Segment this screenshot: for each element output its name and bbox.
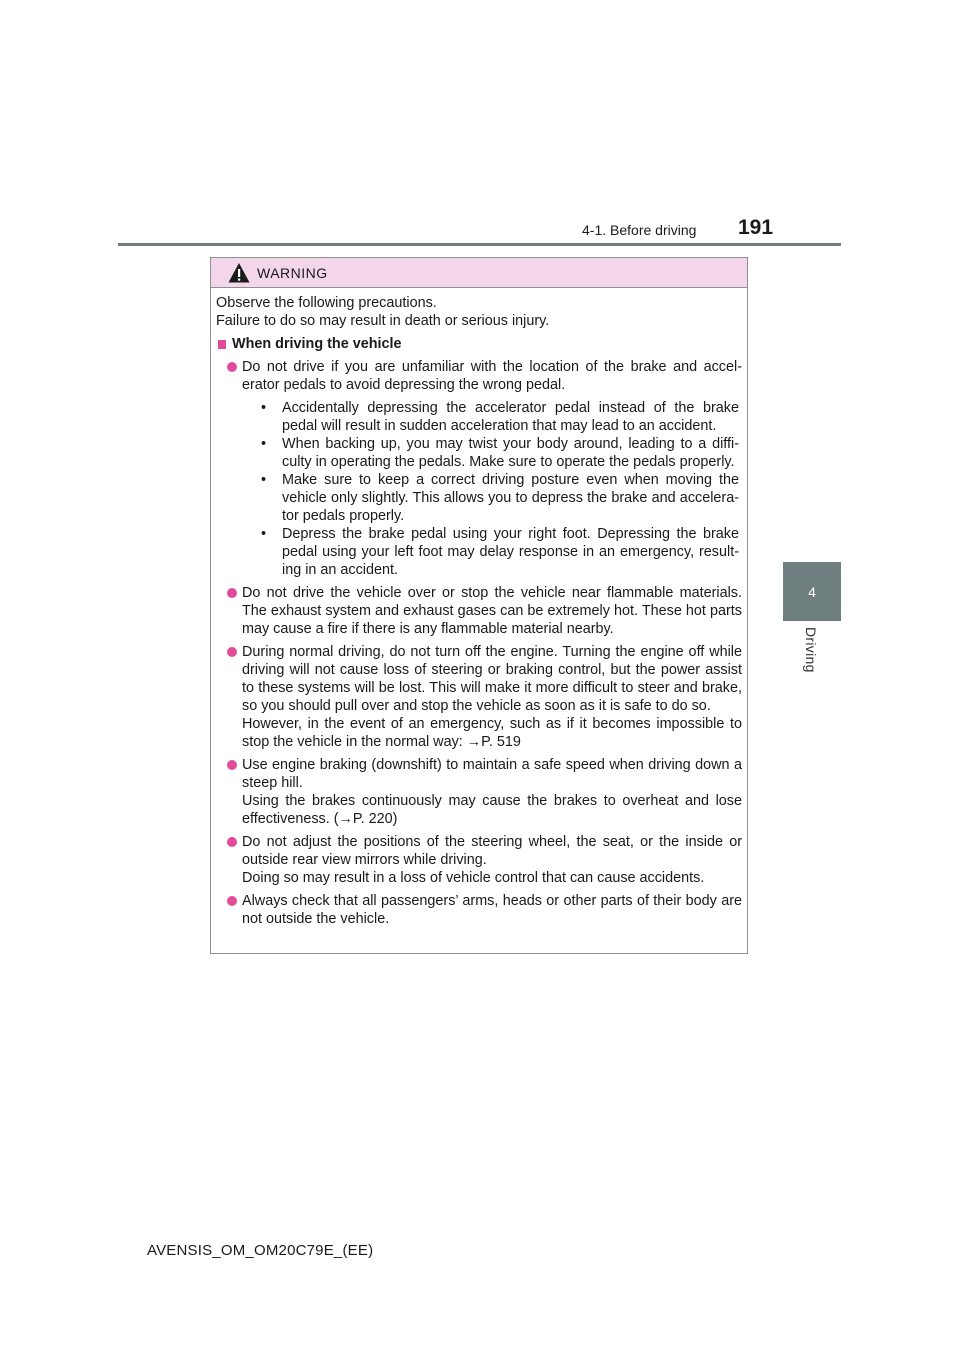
round-bullet-icon: [227, 362, 237, 372]
item-paragraph: Using the brakes continuously may cause the brakes to overheat and lose effectiveness. (→P. 220): [242, 793, 742, 827]
chapter-label: Driving: [803, 627, 819, 673]
warning-triangle-icon: [228, 262, 250, 284]
sub-list-item: [242, 399, 742, 435]
item-paragraph: Always check that all passengers’ arms, heads or other parts of their body are not outside the vehicle.: [242, 893, 742, 927]
round-bullet-icon: [227, 588, 237, 598]
round-bullet-icon: [227, 760, 237, 770]
item-paragraph: Use engine braking (downshift) to maintain a safe speed when driving down a steep hill.: [242, 757, 742, 791]
page-number: 191: [738, 216, 774, 239]
chapter-number: 4: [808, 583, 816, 600]
sub-list-text: Accidentally depressing the accelerator pedal instead of the brake pedal will result in sudden acceleration that may lead to an accident.: [282, 400, 739, 434]
list-item: [216, 756, 742, 828]
header-rule: [118, 243, 841, 246]
sub-list-item: [242, 471, 742, 525]
warning-box: [210, 257, 748, 954]
warning-title: WARNING: [257, 264, 328, 281]
document-code: AVENSIS_OM_OM20C79E_(EE): [147, 1242, 374, 1259]
section-heading-text: When driving the vehicle: [232, 336, 402, 352]
item-paragraph: During normal driving, do not turn off the engine. Turning the engine off while driving will not cause loss of steering or braking control, but the power assist to these systems will be lost. This will make it more difficult to steer and brake, so you should pull over and stop the vehicle as soon as it is safe to do so.: [242, 644, 742, 714]
sub-list-text: Depress the brake pedal using your right foot. Depressing the brake pedal using your left foot may delay response in an emergency, result-ing in an accident.: [282, 526, 739, 578]
bullet-icon: •: [261, 526, 267, 542]
item-paragraph: However, in the event of an emergency, such as if it becomes impossible to stop the vehicle in the normal way: →P. 519: [242, 716, 742, 750]
round-bullet-icon: [227, 896, 237, 906]
section-title: 4-1. Before driving: [582, 222, 697, 238]
sub-list-text: When backing up, you may twist your body around, leading to a diffi-culty in operating the pedals. Make sure to operate the pedals properly.: [282, 436, 739, 470]
item-paragraph: Do not drive the vehicle over or stop the vehicle near flammable materials. The exhaust system and exhaust gases can be extremely hot. These hot parts may cause a fire if there is any flammable material nearby.: [242, 585, 742, 637]
warning-items: [216, 358, 742, 928]
item-paragraph: Doing so may result in a loss of vehicle control that can cause accidents.: [242, 870, 705, 886]
list-item: [216, 643, 742, 751]
sub-list-item: [242, 525, 742, 579]
chapter-tab: [783, 562, 841, 621]
item-paragraph: Do not adjust the positions of the steering wheel, the seat, or the inside or outside rear view mirrors while driving.: [242, 834, 742, 868]
bullet-icon: •: [261, 436, 267, 452]
list-item: [216, 584, 742, 638]
warning-header: [211, 258, 747, 288]
list-item: [216, 358, 742, 579]
square-bullet-icon: [218, 340, 226, 349]
list-item: [216, 892, 742, 928]
sub-list-item: [242, 435, 742, 471]
list-item: [216, 833, 742, 887]
intro-line: Observe the following precautions.: [216, 295, 437, 311]
sub-list-text: Make sure to keep a correct driving posture even when moving the vehicle only slightly. This allows you to depress the brake and accelera-tor pedals properly.: [282, 472, 739, 524]
sub-list: [242, 399, 742, 579]
round-bullet-icon: [227, 837, 237, 847]
bullet-icon: •: [261, 400, 267, 416]
warning-body: [211, 288, 747, 928]
item-paragraph: Do not drive if you are unfamiliar with the location of the brake and accel-erator pedals to avoid depressing the wrong pedal.: [242, 359, 742, 393]
round-bullet-icon: [227, 647, 237, 657]
section-heading: [216, 335, 742, 353]
bullet-icon: •: [261, 472, 267, 488]
intro-line: Failure to do so may result in death or serious injury.: [216, 313, 550, 329]
